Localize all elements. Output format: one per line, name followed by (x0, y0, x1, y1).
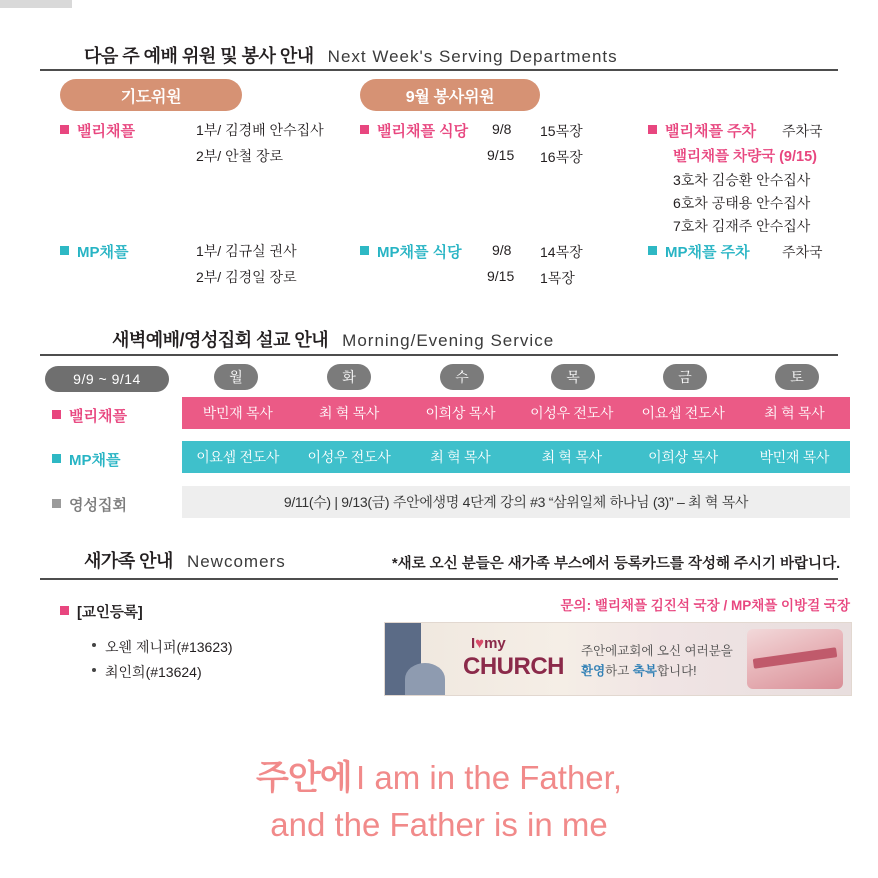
parking-valley-line-3: 7호차 김재주 안수집사 (673, 218, 811, 234)
schedule-title-ko: 새벽예배/영성집회 설교 안내 (112, 330, 329, 350)
schedule-divider (40, 354, 838, 356)
cafeteria-campus-label: 밸리채플 식당 (377, 123, 469, 140)
cafeteria-group-mp (360, 241, 462, 262)
newcomers-group-label-wrap (60, 601, 143, 622)
cafeteria-mp-date-1: 9/8 (492, 242, 512, 258)
schedule-title-en: Morning/Evening Service (342, 331, 555, 350)
prayer-valley-line2: 2부/ 안철 장로 (196, 148, 284, 164)
list-item (92, 662, 233, 682)
prayer-valley-line1: 1부/ 김경배 안수집사 (196, 122, 324, 138)
bullet-square-teal (60, 246, 69, 255)
cafeteria-valley-team-2: 16목장 (540, 149, 583, 165)
banner-church-text: CHURCH (463, 653, 564, 680)
schedule-section-header (112, 326, 554, 352)
schedule-row-label-valley (52, 405, 127, 426)
schedule-bar-mp (182, 441, 850, 473)
parking-group-valley (648, 120, 756, 141)
schedule-cell: 박민재 목사 (202, 405, 273, 421)
revival-text: 9/11(수) | 9/13(금) 주안에생명 4단계 강의 #3 “삼위일체 하나님 (3)” – 최 혁 목사 (283, 494, 749, 510)
day-chip-fri: 금 (663, 364, 707, 390)
prayer-group-mp (60, 241, 128, 262)
serving-title-ko: 다음 주 예배 위원 및 봉사 안내 (84, 46, 314, 66)
prayer-group-valley (60, 120, 135, 141)
verse-english-line1: I am in the Father, (356, 759, 622, 796)
serving-divider (40, 69, 838, 71)
day-chip-wed: 수 (440, 364, 484, 390)
prayer-mp-line2: 2부/ 김경일 장로 (196, 269, 297, 285)
parking-valley-line-1: 3호차 김승환 안수집사 (673, 172, 811, 188)
cafeteria-mp-team-2: 1목장 (540, 270, 575, 286)
newcomers-note: *새로 오신 분들은 새가족 부스에서 등록카드를 작성해 주시기 바랍니다. (392, 556, 841, 572)
prayer-campus-label: MP채플 (77, 244, 129, 261)
schedule-cell: 박민재 목사 (759, 449, 830, 465)
schedule-row-label-revival (52, 494, 127, 515)
cafeteria-valley-team-1: 15목장 (540, 123, 583, 139)
banner-message-line2 (581, 661, 697, 679)
welcome-banner (384, 622, 852, 696)
bullet-square-pink (60, 125, 69, 134)
schedule-date-range: 9/9 ~ 9/14 (45, 366, 169, 392)
cafeteria-mp-date-2: 9/15 (487, 268, 515, 284)
banner-i-love-my (471, 635, 506, 652)
newcomers-title-en: Newcomers (186, 552, 286, 571)
verse-korean: 주안에 (256, 759, 352, 797)
pill-service-team: 9월 봉사위원 (360, 79, 540, 111)
cafeteria-group-valley (360, 120, 468, 141)
banner-my-text: my (484, 635, 506, 652)
schedule-bar-revival (182, 486, 850, 518)
newcomers-title-ko: 새가족 안내 (84, 551, 173, 571)
verse-english-line2: and the Father is in me (270, 806, 608, 843)
schedule-cell: 최 혁 목사 (541, 449, 602, 465)
heart-icon: ♥ (475, 635, 485, 652)
bullet-dot-icon (92, 643, 96, 647)
bullet-square-gray (52, 499, 61, 508)
schedule-cell: 이희상 목사 (648, 449, 718, 465)
schedule-label-text: MP채플 (69, 452, 121, 469)
list-item (92, 637, 233, 657)
parking-mp-dept: 주차국 (782, 244, 823, 260)
banner-left-shape-2 (405, 663, 445, 695)
schedule-cell: 최 혁 목사 (764, 405, 825, 421)
schedule-cell: 이성우 전도사 (307, 449, 391, 465)
schedule-cell: 이요셉 전도사 (196, 449, 280, 465)
cafeteria-campus-label: MP채플 식당 (377, 244, 462, 261)
prayer-mp-line1: 1부/ 김규실 권사 (196, 243, 297, 259)
schedule-cell: 최 혁 목사 (430, 449, 491, 465)
cafeteria-mp-team-1: 14목장 (540, 244, 583, 260)
newcomers-divider (40, 578, 838, 580)
schedule-label-text: 영성집회 (69, 497, 127, 514)
schedule-bar-valley (182, 397, 850, 429)
parking-valley-line-2: 6호차 공태용 안수집사 (673, 195, 811, 211)
bullet-square-pink (648, 125, 657, 134)
day-chip-tue: 화 (327, 364, 371, 390)
parking-group-mp (648, 241, 750, 262)
parking-valley-dept: 주차국 (782, 123, 823, 139)
cafeteria-valley-date-1: 9/8 (492, 121, 512, 137)
member-name: 최인희(#13624) (105, 664, 202, 680)
day-chip-thu: 목 (551, 364, 595, 390)
banner-welcome-word: 환영 (581, 664, 606, 678)
parking-valley-highlight: 밸리채플 차량국 (9/15) (673, 149, 817, 165)
day-chip-sat: 토 (775, 364, 819, 390)
member-name: 오웬 제니퍼(#13623) (105, 639, 233, 655)
bullet-square-pink (52, 410, 61, 419)
schedule-cell: 최 혁 목사 (318, 405, 380, 421)
bullet-square-pink (360, 125, 369, 134)
bullet-dot-icon (92, 668, 96, 672)
bullet-square-teal (52, 454, 61, 463)
newcomers-section-header (84, 547, 286, 573)
schedule-row-label-mp (52, 449, 120, 470)
cafeteria-valley-date-2: 9/15 (487, 147, 515, 163)
bullet-square-teal (648, 246, 657, 255)
parking-campus-label: MP채플 주차 (665, 244, 750, 261)
bullet-square-pink (60, 606, 69, 615)
pill-prayer-team: 기도위원 (60, 79, 242, 111)
schedule-cell: 이성우 전도사 (530, 405, 614, 421)
newcomers-member-list (92, 637, 233, 687)
top-gray-bar (0, 0, 72, 8)
newcomers-group-label: [교인등록] (77, 605, 143, 621)
schedule-cell: 이요셉 전도사 (641, 405, 725, 421)
banner-line2-end: 합니다! (656, 664, 697, 678)
banner-i-text: I (471, 635, 476, 652)
prayer-campus-label: 밸리채플 (77, 123, 135, 140)
verse-line-1 (0, 750, 878, 799)
schedule-label-text: 밸리채플 (69, 408, 127, 425)
newcomers-contact: 문의: 밸리채플 김진석 국장 / MP채플 이방걸 국장 (560, 598, 850, 613)
schedule-cell: 이희상 목사 (425, 405, 496, 421)
serving-section-header (84, 42, 618, 68)
banner-message-line1: 주안에교회에 오신 여러분을 (581, 644, 733, 658)
parking-campus-label: 밸리채플 주차 (665, 123, 757, 140)
banner-line2-mid: 하고 (605, 664, 633, 678)
bullet-square-teal (360, 246, 369, 255)
day-chip-mon: 월 (214, 364, 258, 390)
serving-title-en: Next Week's Serving Departments (327, 47, 618, 66)
banner-bless-word: 축복 (632, 664, 657, 678)
